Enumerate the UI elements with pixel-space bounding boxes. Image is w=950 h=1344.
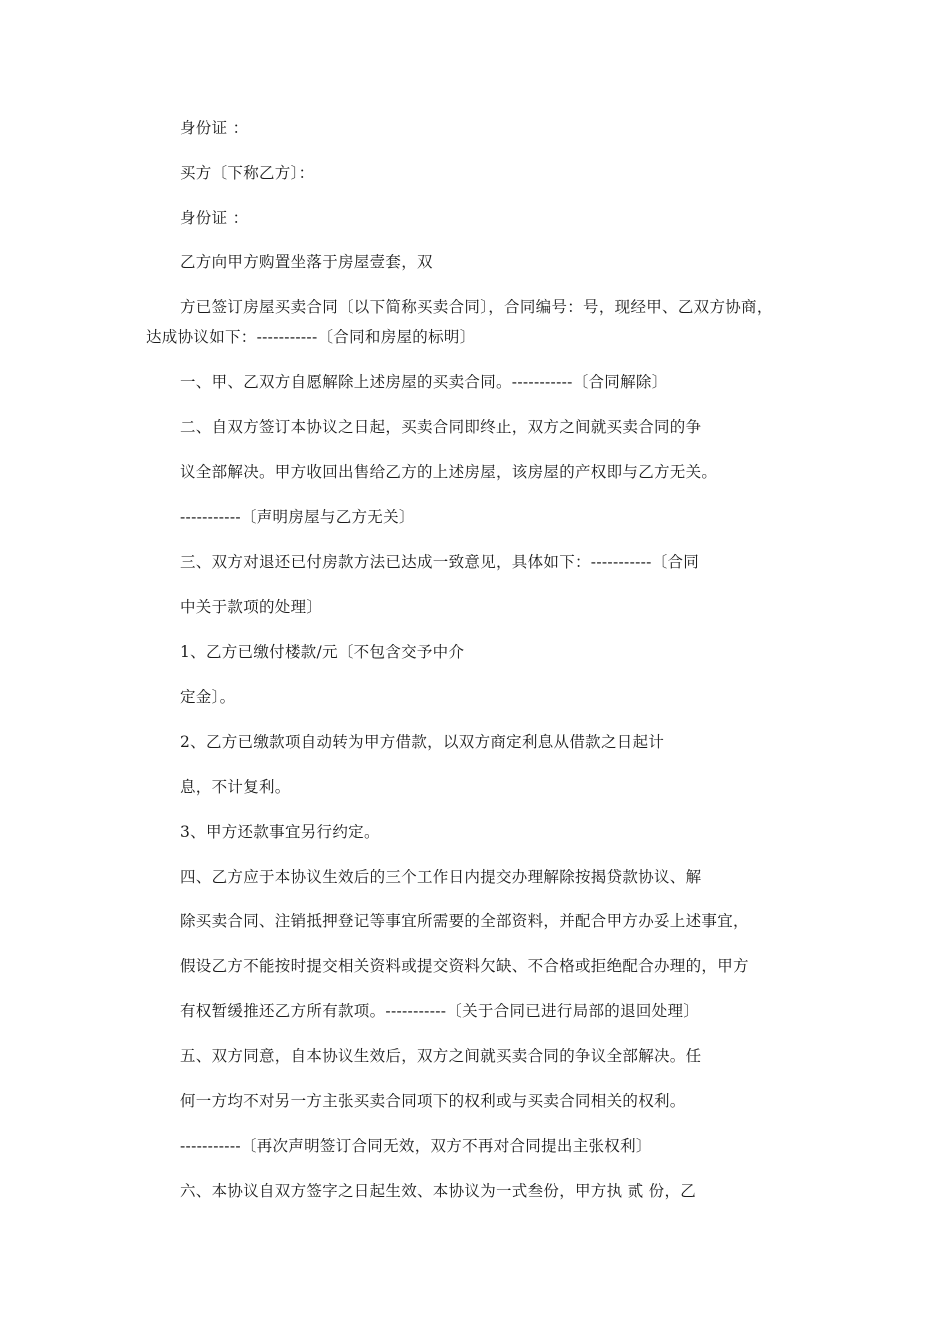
clause-2-continued-line: 议全部解决。甲方收回出售给乙方的上述房屋，该房屋的产权即与乙方无关。 [180, 463, 718, 481]
clause-4-continued-line-2: 假设乙方不能按时提交相关资料或提交资料欠缺、不合格或拒绝配合办理的，甲方 [180, 957, 749, 975]
clause-5-line: 五、双方同意，自本协议生效后，双方之间就买卖合同的争议全部解决。任 [180, 1047, 702, 1065]
seller-id-line: 身份证 ： [180, 119, 249, 137]
agreement-heading-line: 达成协议如下：-----------〔合同和房屋的标明〕 [146, 328, 476, 346]
clause-1-line: 一、甲、乙双方自愿解除上述房屋的买卖合同。-----------〔合同解除〕 [180, 373, 668, 391]
item-2-continued-line: 息，不计复利。 [180, 778, 291, 796]
item-1-continued-line: 定金〕。 [180, 688, 236, 706]
clause-4-continued-line-1: 除买卖合同、注销抵押登记等事宜所需要的全部资料，并配合甲方办妥上述事宜， [180, 912, 749, 930]
clause-3-continued-line: 中关于款项的处理〕 [180, 598, 323, 616]
clause-4-continued-line-3: 有权暂缓推还乙方所有款项。-----------〔关于合同已进行局部的退回处理〕 [180, 1002, 700, 1020]
clause-6-line: 六、本协议自双方签字之日起生效、本协议为一式叁份，甲方执 贰 份，乙 [180, 1182, 697, 1200]
item-3-line: 3、甲方还款事宜另行约定。 [180, 823, 380, 841]
item-2-line: 2、乙方已缴款项自动转为甲方借款，以双方商定利息从借款之日起计 [180, 733, 665, 751]
item-1-line: 1、乙方已缴付楼款/元〔不包含交予中介 [180, 643, 465, 661]
clause-2-note-line: -----------〔声明房屋与乙方无关〕 [180, 508, 415, 526]
buyer-line: 买方〔下称乙方〕： [180, 164, 315, 182]
clause-5-note-line: -----------〔再次声明签订合同无效，双方不再对合同提出主张权利〕 [180, 1137, 652, 1155]
clause-2-line: 二、自双方签订本协议之日起，买卖合同即终止，双方之间就买卖合同的争 [180, 418, 702, 436]
clause-5-continued-line: 何一方均不对另一方主张买卖合同项下的权利或与买卖合同相关的权利。 [180, 1092, 686, 1110]
clause-3-line: 三、双方对退还已付房款方法已达成一致意见，具体如下：-----------〔合同 [180, 553, 700, 571]
intro-line: 乙方向甲方购置坐落于房屋壹套，双 [180, 253, 433, 271]
clause-4-line: 四、乙方应于本协议生效后的三个工作日内提交办理解除按揭贷款协议、解 [180, 868, 702, 886]
intro-continued-line: 方已签订房屋买卖合同〔以下简称买卖合同〕，合同编号：号，现经甲、乙双方协商， [180, 298, 773, 316]
buyer-id-line: 身份证 ： [180, 209, 249, 227]
